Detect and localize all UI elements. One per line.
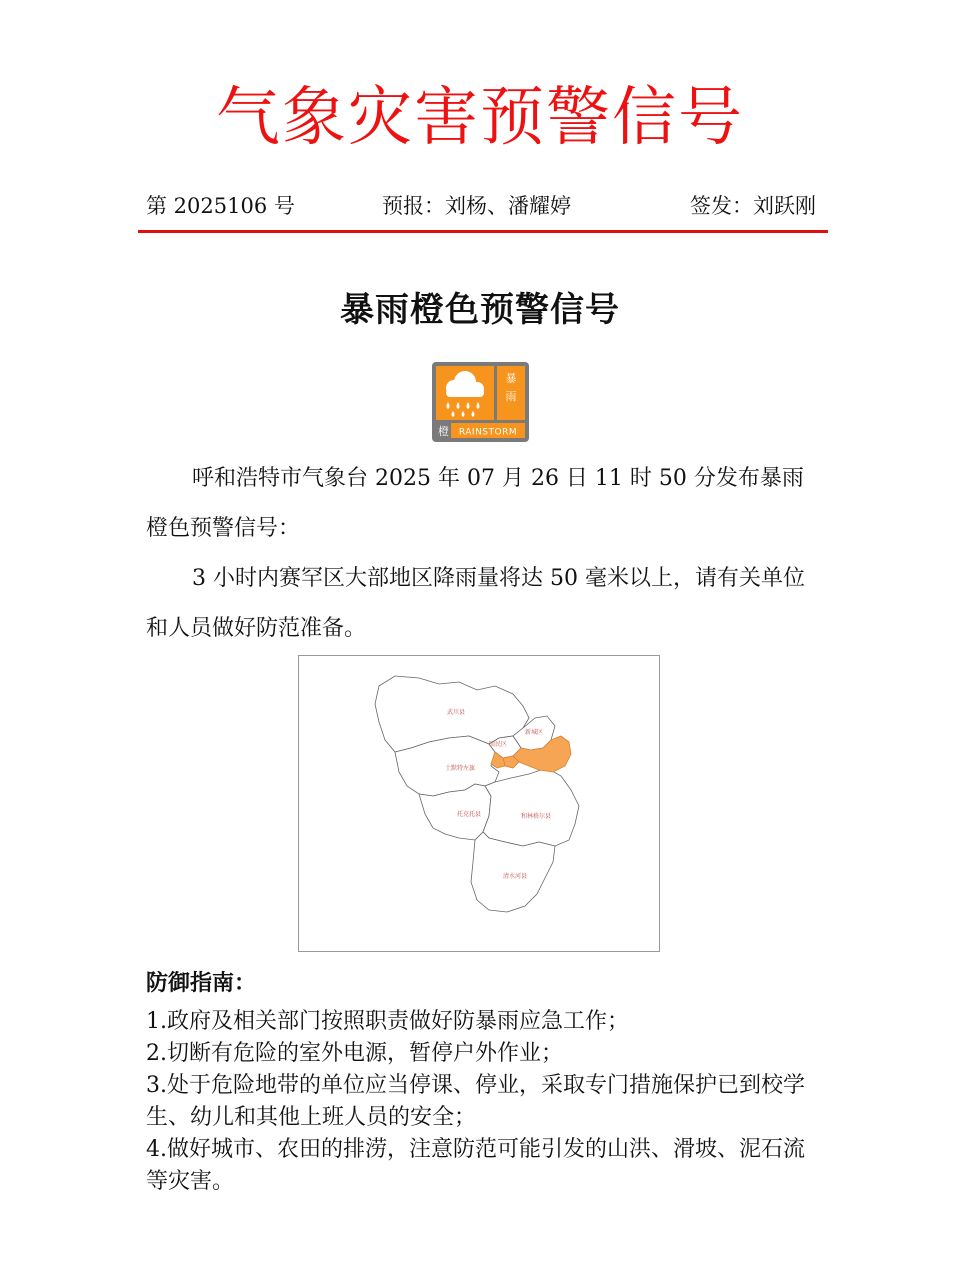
warning-paragraph-1: 呼和浩特市气象台 2025 年 07 月 26 日 11 时 50 分发布暴雨橙色预警信号： [146,466,804,541]
signer: 签发：刘跃刚 [690,194,816,218]
meta-row [146,190,816,222]
badge-level-char: 橙 [438,425,449,438]
district-qingshuihe [471,832,555,912]
rainstorm-orange-badge-icon [432,362,529,442]
guide-item: 2.切断有危险的室外电源，暂停户外作业； [146,1041,563,1066]
label-qingshuihe: 清水河县 [503,873,528,880]
header-title: 气象灾害预警信号 [216,81,744,155]
guide-heading: 防御指南： [146,970,257,996]
forecasters: 预报：刘杨、潘耀婷 [382,194,571,218]
label-helinge: 和林格尔县 [521,813,552,820]
guide-item: 3.处于危险地带的单位应当停课、停业，采取专门措施保护已到校学生、幼儿和其他上班人员的安全； [146,1073,805,1130]
label-huimin: 回民区 [489,741,508,748]
guide-item: 4.做好城市、农田的排涝，注意防范可能引发的山洪、滑坡、泥石流等灾害。 [146,1137,805,1194]
label-xincheng: 新城区 [525,729,544,736]
badge-char-2: 雨 [505,390,517,403]
header-divider [138,230,828,233]
warning-paragraph-2: 3 小时内赛罕区大部地区降雨量将达 50 毫米以上，请有关单位和人员做好防范准备。 [146,566,805,641]
label-tumote: 土默特左旗 [445,765,476,772]
guide-list [146,1006,816,1198]
issue-number: 第 2025106 号 [146,194,295,218]
warning-title: 暴雨橙色预警信号 [340,290,620,330]
badge-english: RAINSTORM [458,427,518,438]
guide-item: 1.政府及相关部门按照职责做好防暴雨应急工作； [146,1009,629,1034]
label-wuchuan: 武川县 [447,709,466,716]
district-helinge [483,768,579,846]
badge-char-1: 暴 [505,372,517,385]
district-map [299,656,659,951]
warning-map [298,655,660,952]
label-tuoketuo: 托克托县 [457,811,482,818]
